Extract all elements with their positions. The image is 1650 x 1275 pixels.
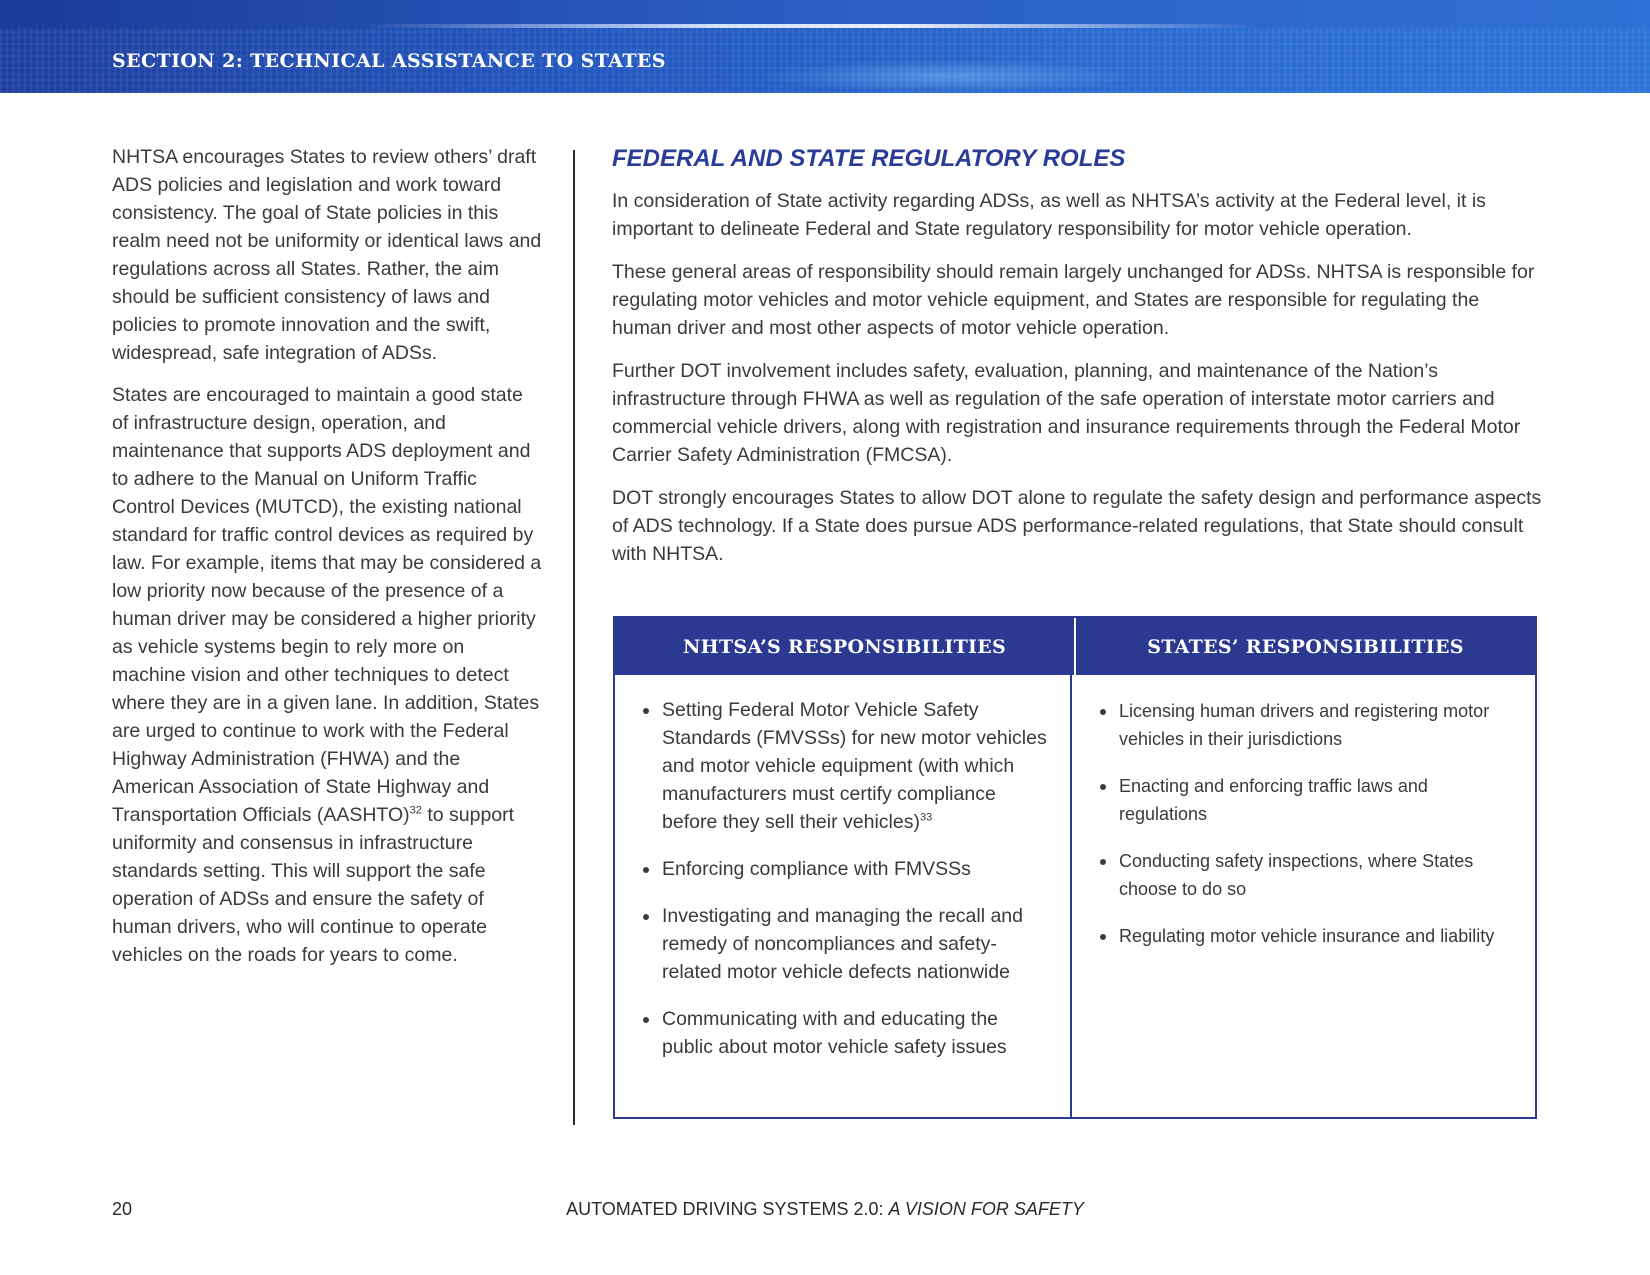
list-item: Licensing human drivers and registering motor vehicles in their jurisdictions [1119, 697, 1507, 753]
states-responsibilities-cell [1070, 675, 1535, 1117]
left-paragraph-2 [112, 381, 542, 969]
right-paragraph-3: Further DOT involvement includes safety, evaluation, planning, and maintenance of the Nation’s infrastructure through FHWA as well as regulation of the safe operation of interstate motor carriers and commercial vehicle drivers, along with registration and insurance requirements through the Federal Motor Carrier Safety Administration (FMCSA). [612, 360, 1521, 466]
table-body-row [615, 675, 1535, 1117]
list-item [662, 696, 1050, 836]
left-paragraph-2-tail: to support uniformity and consensus in infrastructure standards setting. This will support the safe operation of ADSs and ensure the safety of human drivers, who will continue to operate vehicles on the roads for years to come. [112, 804, 515, 966]
footnote-ref-32[interactable]: 32 [409, 804, 422, 817]
list-item: Regulating motor vehicle insurance and liability [1119, 922, 1507, 950]
section-title: SECTION 2: TECHNICAL ASSISTANCE TO STATES [112, 50, 666, 72]
responsibilities-table [613, 616, 1537, 1119]
list-item: Enacting and enforcing traffic laws and regulations [1119, 772, 1507, 828]
nhtsa-item-1: Setting Federal Motor Vehicle Safety Standards (FMVSSs) for new motor vehicles and motor vehicle equipment (with which manufacturers must certify compliance before they sell their vehicles) [662, 699, 1047, 833]
document-title-footer [0, 1199, 1650, 1220]
left-column [112, 143, 542, 983]
nhtsa-responsibilities-header: NHTSA’S RESPONSIBILITIES [682, 635, 1007, 658]
right-paragraph-4: DOT strongly encourages States to allow DOT alone to regulate the safety design and performance aspects of ADS technology. If a State does pursue ADS performance-related regulations, that State should consult with NHTSA. [612, 487, 1542, 565]
column-divider [573, 150, 575, 1125]
states-responsibilities-header: STATES’ RESPONSIBILITIES [1074, 618, 1535, 675]
table-header-row [615, 618, 1535, 675]
page-number: 20 [112, 1199, 133, 1219]
list-item: Communicating with and educating the public about motor vehicle safety issues [662, 1005, 1050, 1061]
footnote-ref-33[interactable]: 33 [919, 811, 933, 824]
states-responsibilities-list [1072, 697, 1507, 950]
document-title-italic: A VISION FOR SAFETY [888, 1199, 1084, 1219]
nhtsa-responsibilities-cell [615, 675, 1070, 1117]
list-item: Investigating and managing the recall and remedy of noncompliances and safety-related motor vehicle defects nationwide [662, 902, 1050, 986]
right-column [612, 143, 1542, 583]
left-paragraph-1: NHTSA encourages States to review others’ draft ADS policies and legislation and work toward consistency. The goal of State policies in this realm need not be uniformity or identical laws and regulations across all States. Rather, the aim should be sufficient consistency of laws and policies to promote innovation and the swift, widespread, safe integration of ADSs. [112, 146, 542, 364]
regulatory-roles-heading: FEDERAL AND STATE REGULATORY ROLES [612, 145, 1126, 172]
left-paragraph-2-text: States are encouraged to maintain a good state of infrastructure design, operation, and maintenance that supports ADS deployment and to adhere to the Manual on Uniform Traffic Control Devices (MUTCD), the existing national standard for traffic control devices as required by law. For example, items that may be considered a low priority now because of the presence of a human driver may be considered a higher priority as vehicle systems begin to rely more on machine vision and other techniques to detect where they are in a given lane. In addition, States are urged to continue to work with the Federal Highway Administration (FHWA) and the American Association of State Highway and Transportation Officials (AASHTO) [112, 384, 542, 826]
banner-glow [760, 60, 1140, 93]
list-item: Enforcing compliance with FMVSSs [662, 855, 1050, 883]
right-paragraph-1: In consideration of State activity regarding ADSs, as well as NHTSA’s activity at the Federal level, it is important to delineate Federal and State regulatory responsibility for motor vehicle operation. [612, 190, 1486, 240]
document-title-prefix: AUTOMATED DRIVING SYSTEMS 2.0: [566, 1199, 889, 1219]
section-banner [0, 0, 1650, 93]
list-item: Conducting safety inspections, where States choose to do so [1119, 847, 1507, 903]
right-paragraph-2: These general areas of responsibility should remain largely unchanged for ADSs. NHTSA is responsible for regulating motor vehicles and motor vehicle equipment, and States are responsible for regulating the human driver and most other aspects of motor vehicle operation. [612, 261, 1535, 339]
banner-light-line [360, 24, 1260, 28]
nhtsa-responsibilities-list [615, 696, 1050, 1061]
